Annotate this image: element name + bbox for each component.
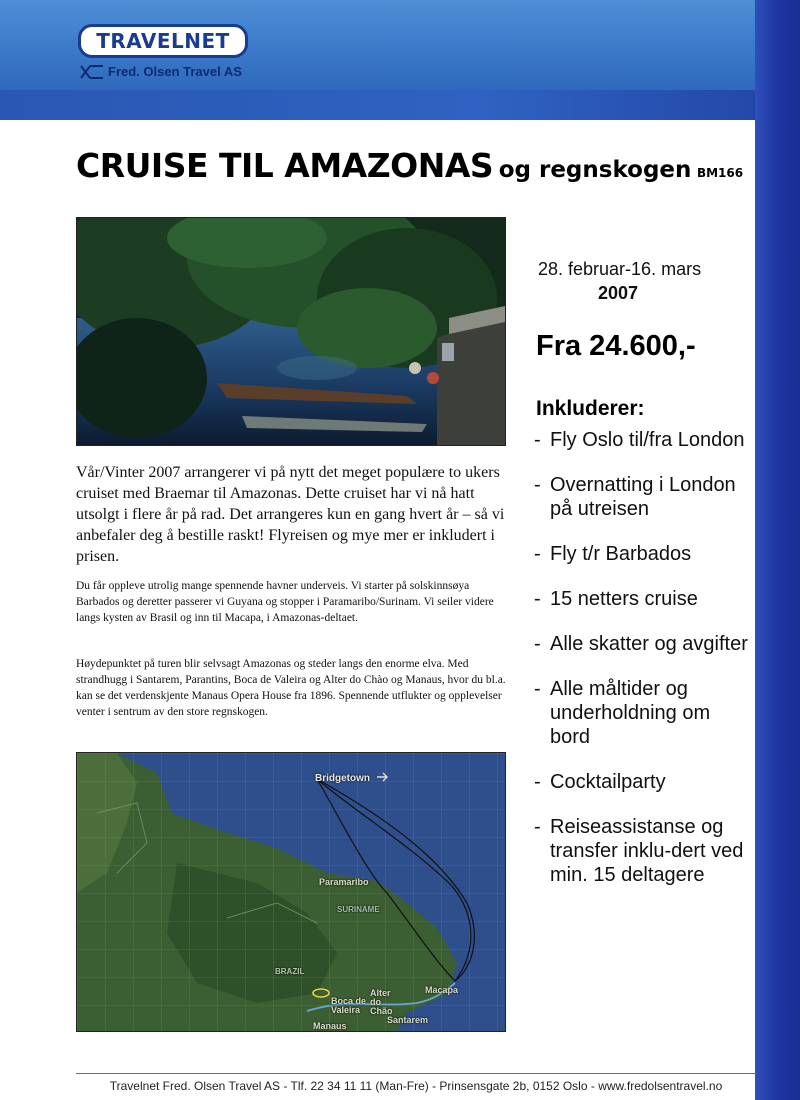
route-map (76, 752, 506, 1032)
header-band (0, 90, 800, 120)
logo-text: TRAVELNET (96, 29, 230, 53)
includes-heading: Inkluderer: (536, 397, 645, 420)
includes-item: - Reiseassistanse og transfer inklu-dert ved min. 15 deltagere (534, 816, 744, 886)
map-label-macapa: Macapa (425, 985, 459, 995)
map-label-paramaribo: Paramaribo (319, 877, 369, 887)
map-label-manaus: Manaus (313, 1021, 347, 1031)
fred-olsen-logo-icon (80, 65, 104, 79)
map-label-brazil: BRAZIL (275, 967, 305, 976)
logo-subtitle (80, 64, 242, 79)
includes-item: - 15 netters cruise (534, 588, 698, 610)
map-label-alter-do-chao: Alter do Chão (370, 988, 393, 1016)
includes-item: - Alle skatter og avgifter (534, 633, 748, 655)
map-label-boca-de-valeira: Boca de Valeira (331, 996, 367, 1015)
body-paragraph: Høydepunktet på turen blir selvsagt Amazonas og steder langs den enorme elva. Med strandhugg i Santarem, Parantins, Boca de Valeira og Alter do Chào og Manaus, hvor du bl.a. kan se det verdenskjente Manaus Opera House fra 1896. Spennende utflukter og opplevelser venter i sentrum av den store regnskogen. (76, 658, 506, 718)
includes-item-text: Alle skatter og avgifter (550, 633, 748, 655)
trip-price: Fra 24.600,- (536, 330, 696, 362)
map-label-santarem: Santarem (387, 1015, 429, 1025)
intro-text: Vår/Vinter 2007 arrangerer vi på nytt det meget populære to ukers cruiset med Braemar til Amazonas. Dette cruiset har vi nå hatt utsolgt i flere år på rad. Det arrangeres kun en gang hvert år – så vi anbefaler deg å bestille raskt! Flyreisen og mye mer er inkludert i prisen. (76, 464, 505, 565)
map-label-bridgetown: Bridgetown (315, 773, 370, 784)
title-main: CRUISE TIL AMAZONAS (76, 146, 494, 185)
includes-item-text: Overnatting i London på utreisen (550, 474, 736, 520)
title-code: BM166 (696, 166, 744, 180)
includes-item: - Fly t/r Barbados (534, 543, 692, 565)
body-paragraph: Du får oppleve utrolig mange spennende havner underveis. Vi starter på solskinnsøya Barbados og deretter passerer vi Guyana og stopper i Paramaribo/Surinam. Vi seiler videre langs kysten av Brasil og inn til Macapa, i Amazonas-deltaet. (76, 580, 494, 624)
includes-item: - Alle måltider og underholdning om bord (534, 678, 711, 748)
logo-sub-text: Fred. Olsen Travel AS (108, 64, 242, 79)
right-side-bar (755, 0, 800, 1100)
includes-item: - Fly Oslo til/fra London (534, 429, 745, 451)
map-label-suriname: SURINAME (337, 905, 380, 914)
trip-year: 2007 (598, 283, 639, 303)
includes-item-text: Fly Oslo til/fra London (550, 429, 745, 451)
title-sub: og regnskogen (498, 157, 692, 183)
amazon-river-photo (76, 217, 506, 446)
includes-item-text: 15 netters cruise (550, 588, 698, 610)
includes-item-text: Fly t/r Barbados (550, 543, 692, 565)
footer-divider (76, 1073, 756, 1074)
includes-item-text: Cocktailparty (550, 771, 666, 793)
footer-contact: Travelnet Fred. Olsen Travel AS - Tlf. 22 34 11 11 (Man-Fre) - Prinsensgate 2b, 0152 Oslo - www.fredolsentravel.no (109, 1079, 723, 1093)
includes-item: - Overnatting i London på utreisen (534, 474, 736, 520)
includes-item-text: Alle måltider og underholdning om bord (550, 678, 711, 748)
includes-list (534, 428, 748, 908)
travelnet-logo (78, 24, 248, 58)
date-range: 28. februar-16. mars (538, 259, 702, 279)
page-title (76, 146, 756, 185)
trip-dates (538, 257, 748, 305)
includes-item: - Cocktailparty (534, 771, 666, 793)
includes-item-text: Reiseassistanse og transfer inklu-dert ved min. 15 deltagere (550, 816, 744, 886)
